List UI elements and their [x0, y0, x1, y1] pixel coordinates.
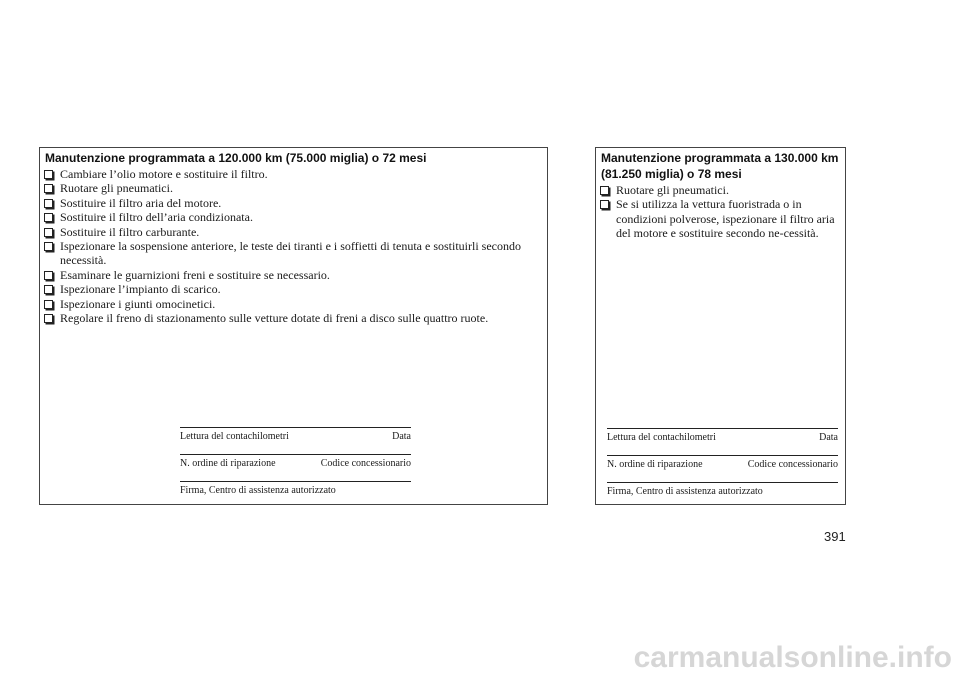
odometer-date-line[interactable]	[607, 428, 838, 451]
checklist-item	[44, 268, 542, 282]
checklist-item	[44, 282, 542, 296]
odometer-date-line[interactable]	[180, 427, 411, 450]
checklist-item	[600, 197, 840, 240]
checklist	[44, 167, 542, 325]
checklist-item-text: Sostituire il filtro carburante.	[60, 224, 200, 239]
maintenance-title: Manutenzione programmata a 120.000 km (75.000 miglia) o 72 mesi	[45, 151, 427, 165]
checklist-item-text: Ruotare gli pneumatici.	[616, 183, 729, 197]
checklist	[600, 183, 840, 241]
checklist-item-text: Sostituire il filtro aria del motore.	[60, 195, 222, 210]
odometer-label: Lettura del contachilometri	[607, 432, 716, 443]
maintenance-title: Manutenzione programmata a 130.000 km (81.250 miglia) o 78 mesi	[601, 151, 839, 181]
watermark: carmanualsonline.info	[633, 641, 952, 674]
checklist-item-text: Ruotare gli pneumatici.	[60, 181, 173, 196]
checkbox-icon	[44, 228, 53, 237]
signature-line[interactable]	[607, 482, 838, 505]
odometer-label: Lettura del contachilometri	[180, 431, 289, 442]
checkbox-icon	[44, 199, 53, 208]
checklist-item-text: Ispezionare l’impianto di scarico.	[60, 282, 221, 297]
date-label: Data	[819, 432, 838, 443]
dealer-code-label: Codice concessionario	[320, 458, 411, 469]
checklist-item	[44, 167, 542, 181]
dealer-code-label: Codice concessionario	[747, 459, 838, 470]
checkbox-icon	[44, 285, 53, 294]
checkbox-icon	[44, 170, 53, 179]
checklist-item-text: Ispezionare la sospensione anteriore, le teste dei tiranti e i soffietti di tenuta e sostituirli secondo necessità.	[60, 239, 521, 268]
repair-order-label: N. ordine di riparazione	[180, 458, 276, 469]
checkbox-icon	[44, 184, 53, 193]
date-label: Data	[392, 431, 411, 442]
checkbox-icon	[44, 300, 53, 309]
checklist-item-text: Esaminare le guarnizioni freni e sostituire se necessario.	[60, 267, 330, 282]
checklist-item	[44, 210, 542, 224]
checklist-item	[44, 311, 542, 325]
signature-line[interactable]	[180, 481, 411, 504]
signature-block	[180, 427, 411, 508]
checklist-item	[44, 239, 542, 268]
checkbox-icon	[44, 271, 53, 280]
checklist-item	[600, 183, 840, 197]
repair-order-dealer-line[interactable]	[607, 455, 838, 478]
checklist-item	[44, 181, 542, 195]
signature-block	[607, 428, 838, 509]
checklist-item-text: Se si utilizza la vettura fuoristrada o in condizioni polverose, ispezionare il filtro aria del motore e sostituire secondo ne-cessità.	[616, 197, 835, 241]
checklist-item	[44, 196, 542, 210]
signature-label: Firma, Centro di assistenza autorizzato	[607, 486, 763, 497]
maintenance-card-130000km	[595, 147, 846, 505]
repair-order-label: N. ordine di riparazione	[607, 459, 703, 470]
checklist-item-text: Regolare il freno di stazionamento sulle vetture dotate di freni a disco sulle quattro ruote.	[60, 311, 489, 326]
checklist-item	[44, 297, 542, 311]
checkbox-icon	[44, 213, 53, 222]
signature-label: Firma, Centro di assistenza autorizzato	[180, 485, 336, 496]
repair-order-dealer-line[interactable]	[180, 454, 411, 477]
checklist-item-text: Ispezionare i giunti omocinetici.	[60, 296, 216, 311]
page-number: 391	[824, 529, 846, 544]
checkbox-icon	[44, 242, 53, 251]
checklist-item-text: Cambiare l’olio motore e sostituire il filtro.	[60, 167, 268, 181]
checkbox-icon	[44, 314, 53, 323]
maintenance-card-120000km	[39, 147, 548, 505]
checkbox-icon	[600, 200, 609, 209]
checklist-item-text: Sostituire il filtro dell’aria condizionata.	[60, 210, 253, 225]
checkbox-icon	[600, 186, 609, 195]
checklist-item	[44, 225, 542, 239]
